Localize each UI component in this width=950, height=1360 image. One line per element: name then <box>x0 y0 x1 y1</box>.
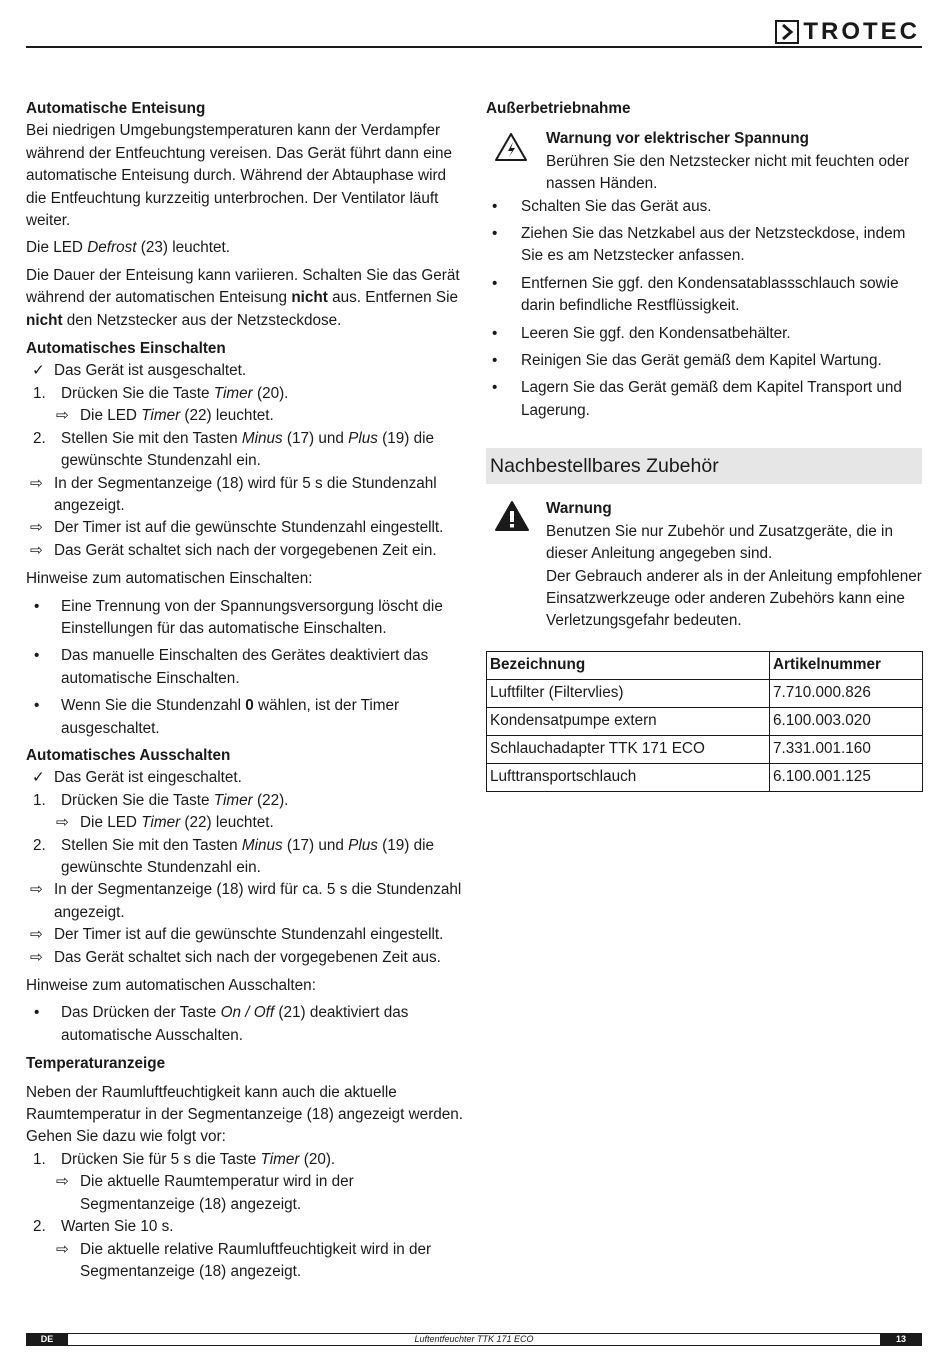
bullet-item: • Leeren Sie ggf. den Kondensatbehälter. <box>486 323 922 345</box>
warning-title: Warnung vor elektrischer Spannung <box>546 130 809 148</box>
bullet-icon: • <box>492 379 498 397</box>
result-arrow-icon: ⇨ <box>30 926 43 944</box>
page-number: 13 <box>895 1334 906 1344</box>
result-arrow-icon: ⇨ <box>56 1240 69 1258</box>
warning-title: Warnung <box>546 500 612 518</box>
step-number: 1. <box>33 791 46 809</box>
footer-title: Luftentfeuchter TTK 171 ECO <box>68 1333 880 1346</box>
bullet-icon: • <box>34 647 40 665</box>
table-row <box>487 735 923 763</box>
notes-title: Hinweise zum automatischen Einschalten: <box>26 570 313 588</box>
bullet-icon: • <box>34 697 40 715</box>
step-item: 1. Drücken Sie für 5 s die Taste Timer (20). <box>26 1149 466 1171</box>
bullet-item: • Entfernen Sie ggf. den Kondensatablassschlauch sowie darin befindliche Restflüssigkeit. <box>492 274 899 315</box>
step-item: 1. Drücken Sie die Taste Timer (22). <box>26 790 466 812</box>
step-number: 1. <box>33 1150 46 1168</box>
column-header: Bezeichnung <box>487 651 770 679</box>
result-item: ⇨ Das Gerät schaltet sich nach der vorgegebenen Zeit aus. <box>26 947 466 969</box>
header-rule <box>26 46 922 48</box>
bullet-item: • Ziehen Sie das Netzkabel aus der Netzsteckdose, indem Sie es am Netzstecker anfassen. <box>492 225 906 265</box>
step-item: 2. Stellen Sie mit den Tasten Minus (17) und Plus (19) die gewünschte Stundenzahl ein. <box>33 836 435 876</box>
step-result: ⇨ Die aktuelle relative Raumluftfeuchtigkeit wird in der Segmentanzeige (18) angezeigt. <box>56 1240 432 1280</box>
bullet-icon: • <box>492 352 498 370</box>
brand-name: TROTEC <box>803 18 920 45</box>
warning-box <box>486 498 922 632</box>
bullet-item: • Lagern Sie das Gerät gemäß dem Kapitel Transport und Lagerung. <box>492 379 902 419</box>
paragraph: Die Dauer der Enteisung kann variieren. Schalten Sie das Gerät während der automatischen Enteisung nicht aus. Entfernen Sie nicht den Netzstecker aus der Netzsteckdose. <box>26 266 460 329</box>
bullet-icon: • <box>34 1004 40 1022</box>
warning-text: Berühren Sie den Netzstecker nicht mit feuchten oder nassen Händen. <box>546 152 910 193</box>
table-row <box>487 679 923 707</box>
bullet-icon: • <box>492 324 498 342</box>
result-item: ⇨ In der Segmentanzeige (18) wird für 5 s die Stundenzahl angezeigt. <box>30 474 437 514</box>
result-arrow-icon: ⇨ <box>30 881 43 899</box>
step-number: 2. <box>33 429 46 447</box>
step-number: 1. <box>33 384 46 402</box>
table-row <box>487 707 923 735</box>
warning-text: Benutzen Sie nur Zubehör und Zusatzgeräte, die in dieser Anleitung angegeben sind. <box>546 522 893 563</box>
bullet-item: • Eine Trennung von der Spannungsversorgung löscht die Einstellungen für das automatische Einschalten. <box>34 597 443 637</box>
paragraph: Bei niedrigen Umgebungstemperaturen kann der Verdampfer während der Entfeuchtung vereisen. Das Gerät führt dann eine automatische Enteisung durch. Während der Abtauphase wird die Entfeuchtung kurzzeitig unterbrochen. Der Ventilator läuft weiter. <box>26 122 453 230</box>
result-item: ⇨ In der Segmentanzeige (18) wird für ca. 5 s die Stundenzahl angezeigt. <box>30 881 462 921</box>
bullet-item: • Das manuelle Einschalten des Gerätes deaktiviert das automatische Einschalten. <box>34 647 429 687</box>
result-arrow-icon: ⇨ <box>56 814 69 832</box>
result-arrow-icon: ⇨ <box>30 948 43 966</box>
accessories-table <box>486 651 923 792</box>
section-title-automatische-enteisung: Automatische Enteisung <box>26 100 206 117</box>
table-row <box>487 763 923 791</box>
table-cell: 6.100.001.125 <box>770 763 923 791</box>
bullet-icon: • <box>34 597 40 615</box>
precondition-item: ✓ Das Gerät ist ausgeschaltet. <box>26 360 466 382</box>
step-number: 2. <box>33 1218 46 1236</box>
logo-chevron-icon <box>775 20 799 44</box>
step-result: ⇨ Die LED Timer (22) leuchtet. <box>26 405 466 427</box>
page-footer <box>26 1333 922 1346</box>
paragraph: Neben der Raumluftfeuchtigkeit kann auch die aktuelle Raumtemperatur in der Segmentanzeige (18) angezeigt werden. Gehen Sie dazu wie folgt vor: <box>26 1083 464 1146</box>
checkmark-icon: ✓ <box>32 769 45 787</box>
paragraph: Die LED Defrost (23) leuchtet. <box>26 239 231 257</box>
electric-warning-icon <box>494 132 528 169</box>
notes-title: Hinweise zum automatischen Ausschalten: <box>26 977 316 995</box>
trotec-logo <box>775 20 920 44</box>
warning-icon <box>494 500 530 539</box>
table-cell: Lufttransportschlauch <box>487 763 770 791</box>
result-arrow-icon: ⇨ <box>30 474 43 492</box>
column-header: Artikelnummer <box>770 651 923 679</box>
footer-language: DE <box>40 1334 54 1344</box>
warning-text: Der Gebrauch anderer als in der Anleitung empfohlener Einsatzwerkzeuge oder anderen Zubehörs kann eine Verletzungsgefahr bedeuten. <box>546 567 922 630</box>
bullet-item: • Schalten Sie das Gerät aus. <box>486 196 922 218</box>
step-result: ⇨ Die LED Timer (22) leuchtet. <box>26 812 466 834</box>
table-cell: Luftfilter (Filtervlies) <box>487 679 770 707</box>
section-title-nachbestellbares-zubehoer: Nachbestellbares Zubehör <box>486 448 922 484</box>
section-title-automatisches-einschalten: Automatisches Einschalten <box>26 340 226 358</box>
bullet-icon: • <box>492 225 498 243</box>
result-item: ⇨ Das Gerät schaltet sich nach der vorgegebenen Zeit ein. <box>26 540 466 562</box>
bullet-item: • Reinigen Sie das Gerät gemäß dem Kapitel Wartung. <box>486 350 922 372</box>
bullet-icon: • <box>492 197 498 215</box>
step-item: 2. Stellen Sie mit den Tasten Minus (17) und Plus (19) die gewünschte Stundenzahl ein. <box>33 429 435 470</box>
table-cell: 7.710.000.826 <box>770 679 923 707</box>
right-column <box>486 98 922 792</box>
step-item: 1. Drücken Sie die Taste Timer (20). <box>26 383 466 405</box>
result-item: ⇨ Der Timer ist auf die gewünschte Stundenzahl eingestellt. <box>26 924 466 946</box>
result-arrow-icon: ⇨ <box>30 541 43 559</box>
table-cell: Schlauchadapter TTK 171 ECO <box>487 735 770 763</box>
step-number: 2. <box>33 836 46 854</box>
checkmark-icon: ✓ <box>32 362 45 380</box>
table-cell: 6.100.003.020 <box>770 707 923 735</box>
bullet-item: • Wenn Sie die Stundenzahl 0 wählen, ist der Timer ausgeschaltet. <box>34 697 400 737</box>
result-arrow-icon: ⇨ <box>30 519 43 537</box>
bullet-icon: • <box>492 274 498 292</box>
section-title-temperaturanzeige: Temperaturanzeige <box>26 1055 166 1073</box>
section-title-ausserbetriebnahme: Außerbetriebnahme <box>486 100 631 117</box>
result-arrow-icon: ⇨ <box>56 407 69 425</box>
section-title-automatisches-ausschalten: Automatisches Ausschalten <box>26 746 231 764</box>
bullet-item: • Das Drücken der Taste On / Off (21) deaktiviert das automatische Ausschalten. <box>34 1004 409 1044</box>
precondition-item: ✓ Das Gerät ist eingeschaltet. <box>26 767 466 789</box>
step-result: ⇨ Die aktuelle Raumtemperatur wird in der Segmentanzeige (18) angezeigt. <box>56 1173 354 1213</box>
step-item: 2. Warten Sie 10 s. <box>26 1216 466 1238</box>
table-cell: Kondensatpumpe extern <box>487 707 770 735</box>
table-header-row <box>487 651 923 679</box>
result-arrow-icon: ⇨ <box>56 1173 69 1191</box>
left-column <box>26 98 466 1283</box>
table-cell: 7.331.001.160 <box>770 735 923 763</box>
electric-warning-box <box>486 128 922 195</box>
result-item: ⇨ Der Timer ist auf die gewünschte Stundenzahl eingestellt. <box>26 517 466 539</box>
